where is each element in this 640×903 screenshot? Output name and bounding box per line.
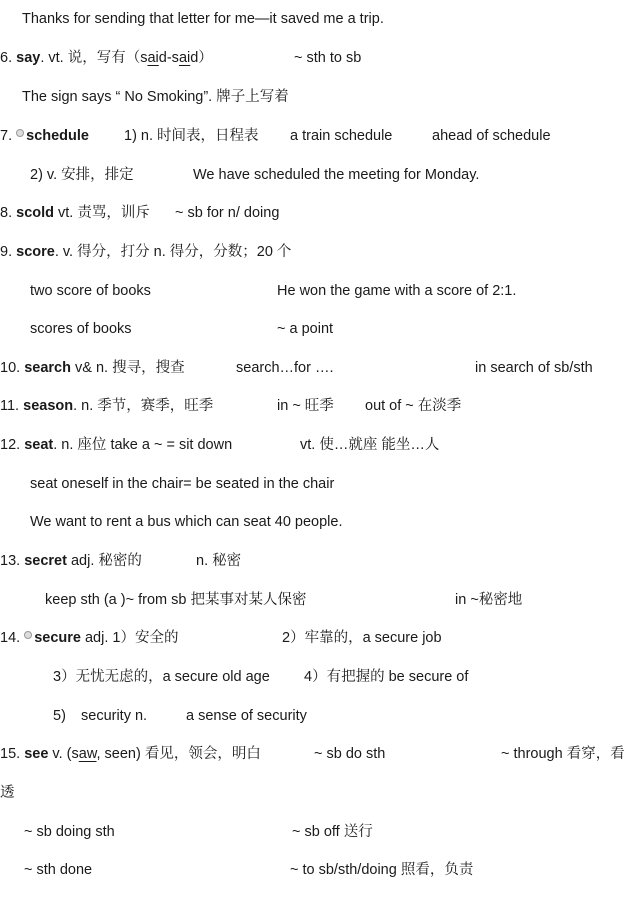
phrase: ahead of schedule [432, 128, 551, 144]
phrase: two score of books [30, 283, 151, 299]
underlined-text: aw [78, 746, 97, 762]
text: s [140, 50, 148, 66]
definition: adj. 1）安全的 [80, 630, 179, 646]
definition: n. 秘密 [196, 553, 242, 569]
entry-number: 12. [0, 437, 21, 453]
phrase: ~ sth done [24, 862, 93, 878]
entry-number: 6. [0, 50, 13, 66]
entry-secret [0, 551, 142, 571]
entry-number: 8. [0, 205, 13, 221]
underlined-text: ai [178, 50, 191, 66]
entry-search [0, 358, 185, 378]
entry-number: 7. [0, 128, 13, 144]
text: v. (s [48, 746, 79, 762]
headword: see [24, 746, 49, 762]
phrase: ~ sb do sth [314, 746, 386, 762]
underlined-text: ai [147, 50, 159, 66]
key-word-marker-icon [16, 129, 24, 137]
entry-scold [0, 203, 150, 223]
entry-say [0, 48, 213, 68]
part-of-speech: . vt. [40, 50, 64, 66]
wrapped-text: 透 [0, 785, 15, 801]
entry-number: 10. [0, 360, 21, 376]
text: d） [190, 50, 213, 66]
phrase: out of ~ 在淡季 [365, 398, 462, 414]
definition: 2）牢靠的，a secure job [282, 630, 442, 646]
phrase: ~ to sb/sth/doing 照看，负责 [290, 862, 474, 878]
headword: season [23, 398, 74, 414]
text: d-s [158, 50, 179, 66]
phrase: in search of sb/sth [475, 360, 593, 376]
definition: adj. 秘密的 [66, 553, 142, 569]
definition: vt. 使…就座 能坐…人 [300, 437, 440, 453]
headword: seat [24, 437, 54, 453]
phrase: scores of books [30, 321, 132, 337]
entry-number: 13. [0, 553, 21, 569]
phrase: in ~ 旺季 [277, 398, 334, 414]
phrase: ~ sb doing sth [24, 824, 115, 840]
headword: score [16, 244, 55, 260]
phrase: keep sth (a )~ from sb 把某事对某人保密 [45, 592, 307, 608]
headword: scold [16, 205, 54, 221]
definition: 说，写有（ [67, 50, 141, 66]
definition: . n. 季节，赛季，旺季 [73, 398, 214, 414]
entry-number: 9. [0, 244, 13, 260]
key-word-marker-icon [24, 631, 32, 639]
entry-number: 11. [0, 398, 20, 414]
phrase: in ~秘密地 [455, 592, 523, 608]
definition: 2) v. 安排，排定 [30, 167, 134, 183]
phrase: ~ sb for n/ doing [175, 205, 280, 221]
phrase: ~ sth to sb [294, 50, 362, 66]
list-number: 5) [53, 708, 66, 724]
entry-season [0, 396, 213, 416]
headword: say [16, 50, 41, 66]
definition: . v. 得分，打分 n. 得分，分数；20 个 [54, 244, 292, 260]
phrase: ~ a point [277, 321, 334, 337]
example-sentence: We want to rent a bus which can seat 40 people. [30, 514, 343, 530]
definition: . n. 座位 take a ~ = sit down [53, 437, 233, 453]
entry-number: 15. [0, 746, 21, 762]
example-sentence: Thanks for sending that letter for me—it saved me a trip. [22, 11, 384, 27]
definition: 3）无忧无虑的，a secure old age [53, 669, 270, 685]
entry-schedule [0, 126, 89, 146]
definition: , seen) 看见，领会，明白 [96, 746, 261, 762]
entry-number: 14. [0, 630, 21, 646]
definition: vt. 责骂，训斥 [54, 205, 150, 221]
phrase: ~ through 看穿，看 [501, 746, 625, 762]
phrase: seat oneself in the chair= be seated in the chair [30, 476, 335, 492]
example-sentence: He won the game with a score of 2:1. [277, 283, 517, 299]
headword: secure [34, 630, 81, 646]
phrase: search…for …. [236, 360, 334, 376]
entry-secure [0, 628, 178, 648]
phrase: a sense of security [186, 708, 307, 724]
entry-score [0, 242, 291, 262]
headword: secret [24, 553, 67, 569]
definition: 1) n. 时间表，日程表 [124, 128, 259, 144]
entry-seat [0, 435, 232, 455]
example-sentence: The sign says “ No Smoking”. 牌子上写着 [22, 89, 289, 105]
definition: 4）有把握的 be secure of [304, 669, 469, 685]
headword: schedule [26, 128, 89, 144]
entry-see [0, 744, 261, 764]
definition: security n. [81, 708, 148, 724]
phrase: a train schedule [290, 128, 393, 144]
definition: v& n. 搜寻，搜查 [70, 360, 185, 376]
example-sentence: We have scheduled the meeting for Monday. [193, 167, 480, 183]
phrase: ~ sb off 送行 [292, 824, 373, 840]
headword: search [24, 360, 71, 376]
